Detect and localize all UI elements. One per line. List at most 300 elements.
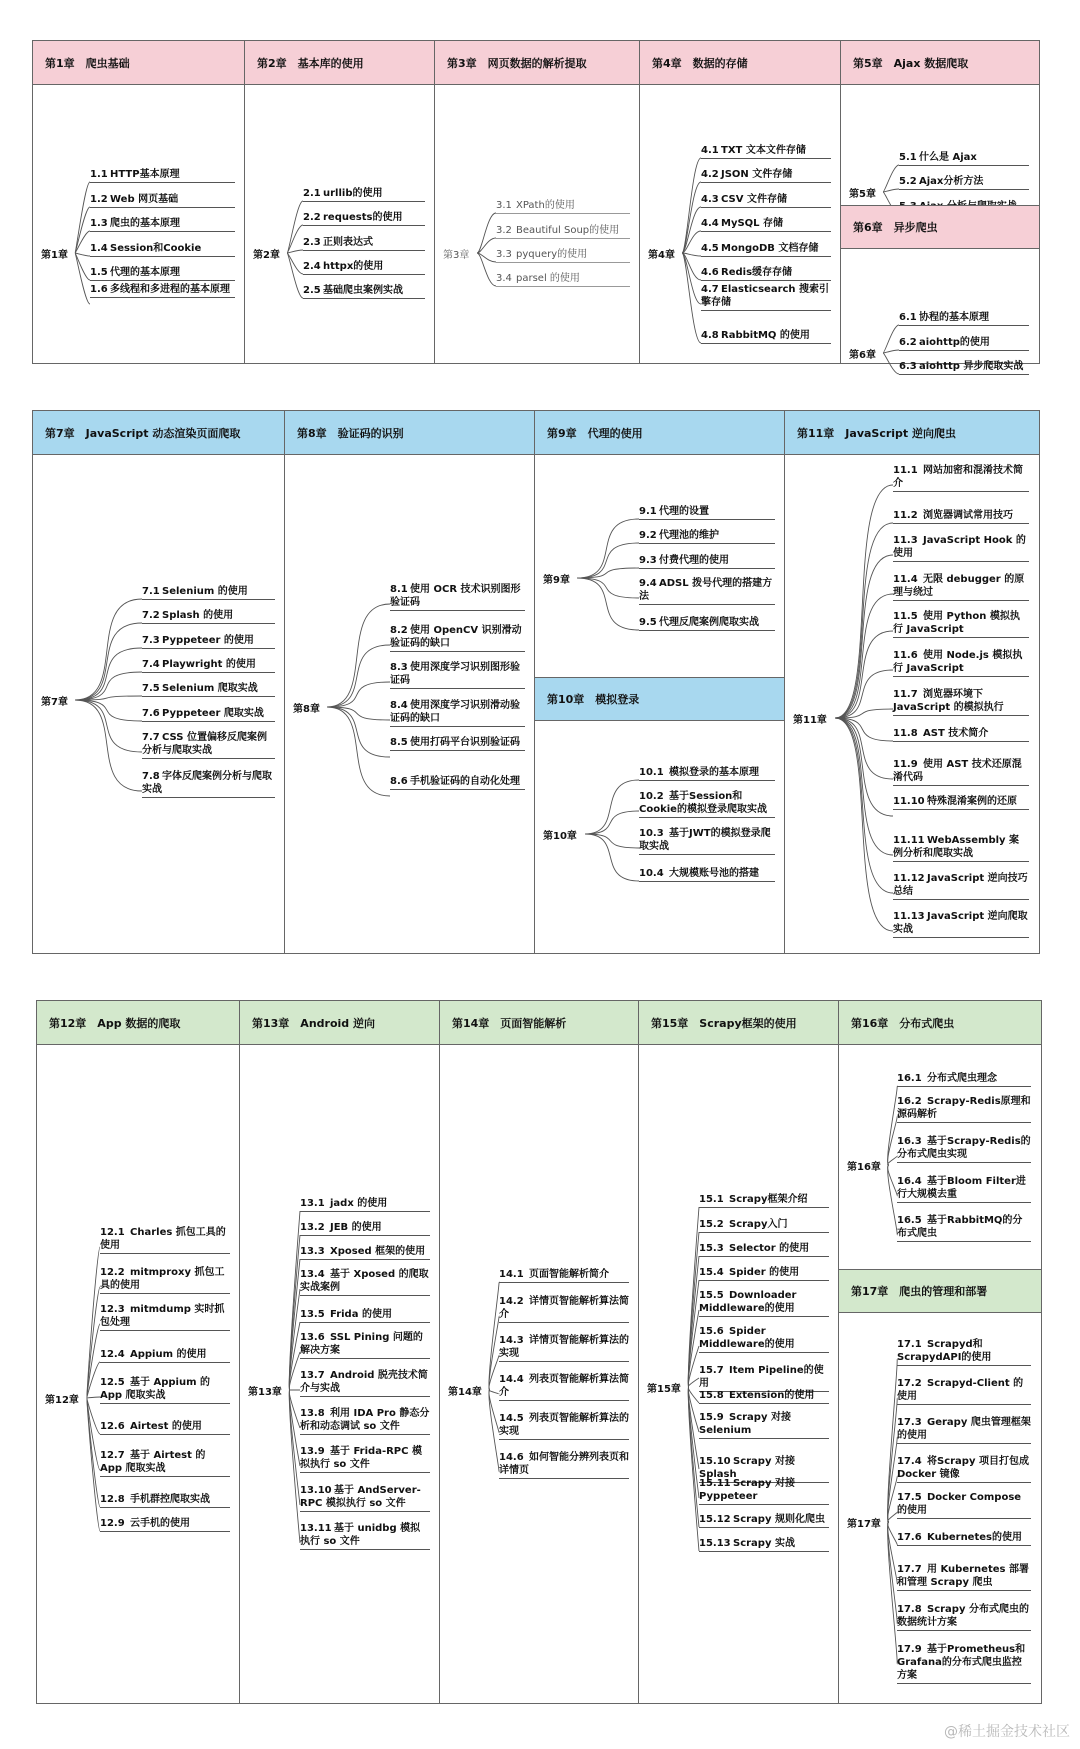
- item-number: 8.2: [390, 625, 408, 636]
- ch12-item-12-6: [100, 1420, 230, 1435]
- item-title: Scrapy-Redis原理和源码解析: [897, 1096, 1031, 1120]
- item-title: mitmdump 实时抓包处理: [100, 1304, 225, 1328]
- item-number: 16.4: [897, 1176, 922, 1187]
- ch8-root-label: 第8章: [293, 704, 320, 715]
- item-number: 12.7: [100, 1450, 125, 1461]
- ch8-item-8-4: [390, 699, 525, 727]
- item-number: 15.13: [699, 1538, 731, 1549]
- item-title: SSL Pining 问题的解决方案: [300, 1332, 423, 1356]
- item-title: MongoDB 文档存储: [721, 243, 819, 254]
- item-number: 9.4: [639, 578, 657, 589]
- item-number: 6.3: [899, 361, 917, 372]
- ch8-item-8-1: [390, 583, 525, 611]
- ch12-item-12-4: [100, 1348, 230, 1363]
- chapter-header: 第17章 爬虫的管理和部署: [839, 1269, 1041, 1313]
- ch13-item-13-6: [300, 1331, 430, 1359]
- ch1-item-1-1: [90, 168, 235, 183]
- ch2-item-2-1: [303, 187, 425, 202]
- ch14-item-14-6: [499, 1451, 629, 1479]
- item-title: 模拟登录的基本原理: [669, 767, 759, 778]
- item-number: 12.9: [100, 1518, 125, 1529]
- chapter-column: [841, 41, 1039, 372]
- ch12-item-12-2: [100, 1266, 230, 1294]
- item-title: Spider 的使用: [729, 1267, 800, 1278]
- ch12-item-12-7: [100, 1449, 230, 1477]
- item-title: 手机群控爬取实战: [130, 1494, 210, 1505]
- item-title: Scrapy框架介绍: [729, 1194, 808, 1205]
- ch3-root-label: 第3章: [443, 250, 470, 261]
- ch13-item-13-2: [300, 1221, 430, 1236]
- item-title: requests的使用: [323, 212, 403, 223]
- ch15-item-15-11: [699, 1477, 829, 1505]
- item-number: 7.6: [142, 708, 160, 719]
- ch15-item-15-7: [699, 1364, 829, 1392]
- item-number: 2.3: [303, 237, 321, 248]
- item-number: 12.4: [100, 1349, 125, 1360]
- ch17-item-17-7: [897, 1563, 1031, 1591]
- item-number: 11.13: [893, 911, 925, 922]
- ch9-item-9-5: [639, 616, 775, 631]
- item-number: 11.2: [893, 510, 918, 521]
- ch15-item-15-3: [699, 1242, 829, 1257]
- chapter-column: [785, 411, 1039, 953]
- item-title: 使用 AST 技术还原混淆代码: [893, 759, 1022, 783]
- item-number: 17.4: [897, 1456, 922, 1467]
- item-title: 基于 Airtest 的 App 爬取实战: [100, 1450, 206, 1474]
- ch4-item-4-7: [701, 283, 831, 311]
- chapter-column: [33, 411, 285, 953]
- item-number: 17.1: [897, 1339, 922, 1350]
- ch3-item-3-1: [496, 199, 630, 214]
- item-title: 基于JWT的模拟登录爬取实战: [639, 828, 771, 852]
- item-title: MySQL 存储: [721, 218, 784, 229]
- item-number: 17.2: [897, 1378, 922, 1389]
- chapter-column: [240, 1001, 440, 1703]
- item-number: 1.1: [90, 169, 108, 180]
- ch16-item-16-5: [897, 1214, 1031, 1242]
- item-number: 12.2: [100, 1267, 125, 1278]
- item-number: 10.4: [639, 868, 664, 879]
- item-number: 15.12: [699, 1514, 731, 1525]
- item-title: 基于Prometheus和Grafana的分布式爬虫监控方案: [897, 1644, 1026, 1681]
- ch7-item-7-1: [142, 585, 275, 600]
- chapter-header: 第3章 网页数据的解析提取: [435, 41, 639, 85]
- ch15-item-15-1: [699, 1193, 829, 1208]
- item-number: 12.3: [100, 1304, 125, 1315]
- ch11-item-11-13: [893, 910, 1029, 938]
- item-title: Extension的使用: [729, 1390, 815, 1401]
- item-number: 13.10: [300, 1485, 332, 1496]
- ch13-item-13-4: [300, 1268, 430, 1296]
- ch15-item-15-5: [699, 1289, 829, 1317]
- ch11-item-11-2: [893, 509, 1029, 524]
- item-number: 4.8: [701, 330, 719, 341]
- ch14-root-label: 第14章: [448, 1387, 482, 1398]
- chapter-header: 第8章 验证码的识别: [285, 411, 534, 455]
- chapter-column: [440, 1001, 639, 1703]
- ch16-item-16-4: [897, 1175, 1031, 1203]
- item-title: HTTP基本原理: [110, 169, 180, 180]
- item-number: 16.2: [897, 1096, 922, 1107]
- chapter-header: 第6章 异步爬虫: [841, 205, 1039, 249]
- ch12-item-12-5: [100, 1376, 230, 1404]
- ch2-item-2-5: [303, 284, 425, 299]
- ch8-item-8-2: [390, 624, 525, 652]
- item-title: RabbitMQ 的使用: [721, 330, 810, 341]
- ch13-root-label: 第13章: [248, 1387, 282, 1398]
- item-title: Xposed 框架的使用: [330, 1246, 426, 1257]
- chapter-header: 第15章 Scrapy框架的使用: [639, 1001, 838, 1045]
- ch10-item-10-1: [639, 766, 775, 781]
- item-number: 3.2: [496, 225, 512, 236]
- item-title: Scrapy 对接 Splash: [699, 1456, 795, 1480]
- item-number: 17.9: [897, 1644, 922, 1655]
- item-number: 7.1: [142, 586, 160, 597]
- ch13-item-13-8: [300, 1407, 430, 1435]
- item-title: Pyppeteer 爬取实战: [162, 708, 264, 719]
- chapter-column: [435, 41, 640, 363]
- item-title: 什么是 Ajax: [919, 152, 977, 163]
- ch9-item-9-1: [639, 505, 775, 520]
- chapter-column: [245, 41, 435, 363]
- item-number: 11.5: [893, 611, 918, 622]
- item-title: JavaScript 逆向技巧总结: [893, 873, 1028, 897]
- ch14-item-14-4: [499, 1373, 629, 1401]
- item-number: 3.1: [496, 200, 512, 211]
- ch17-item-17-4: [897, 1455, 1031, 1483]
- ch11-item-11-1: [893, 464, 1029, 492]
- item-number: 11.9: [893, 759, 918, 770]
- item-number: 12.1: [100, 1227, 125, 1238]
- item-title: 代理池的维护: [659, 530, 719, 541]
- ch4-root-label: 第4章: [648, 250, 675, 261]
- item-title: Pyppeteer 的使用: [162, 635, 254, 646]
- ch17-item-17-8: [897, 1603, 1031, 1631]
- item-title: 特殊混淆案例的还原: [927, 796, 1017, 807]
- ch10-root-label: 第10章: [543, 831, 577, 842]
- item-title: Gerapy 爬虫管理框架的使用: [897, 1417, 1031, 1441]
- ch10-item-10-4: [639, 867, 775, 882]
- item-title: Downloader Middleware的使用: [699, 1290, 797, 1314]
- item-number: 2.1: [303, 188, 321, 199]
- item-title: Android 脱壳技术简介与实战: [300, 1370, 428, 1394]
- item-title: 浏览器调试常用技巧: [923, 510, 1013, 521]
- item-number: 13.8: [300, 1408, 325, 1419]
- item-title: 网站加密和混淆技术简介: [893, 465, 1023, 489]
- chapter-panel-3: [36, 1000, 1042, 1704]
- item-number: 2.5: [303, 285, 321, 296]
- item-title: 正则表达式: [323, 237, 373, 248]
- item-title: 代理反爬案例爬取实战: [659, 617, 759, 628]
- item-title: 浏览器环境下 JavaScript 的模拟执行: [893, 689, 1004, 713]
- item-number: 17.8: [897, 1604, 922, 1615]
- item-title: 列表页智能解析算法的实现: [499, 1413, 629, 1437]
- ch5-item-5-2: [899, 175, 1029, 190]
- item-title: Item Pipeline的使用: [699, 1365, 824, 1389]
- item-number: 9.2: [639, 530, 657, 541]
- ch3-item-3-4: [496, 272, 630, 287]
- item-number: 15.10: [699, 1456, 731, 1467]
- item-number: 3.4: [496, 273, 512, 284]
- ch17-item-17-5: [897, 1491, 1031, 1519]
- item-title: WebAssembly 案例分析和爬取实战: [893, 835, 1020, 859]
- item-title: Scrapy 规则化爬虫: [733, 1514, 825, 1525]
- ch7-root-label: 第7章: [41, 697, 68, 708]
- ch4-item-4-5: [701, 242, 831, 257]
- item-number: 11.3: [893, 535, 918, 546]
- ch11-root-label: 第11章: [793, 715, 827, 726]
- item-number: 1.4: [90, 243, 108, 254]
- item-title: 使用深度学习识别图形验证码: [390, 662, 520, 686]
- item-number: 10.3: [639, 828, 664, 839]
- item-number: 12.8: [100, 1494, 125, 1505]
- ch4-item-4-8: [701, 329, 831, 344]
- item-title: Session和Cookie: [110, 243, 202, 254]
- ch16-item-16-1: [897, 1072, 1031, 1087]
- item-title: Airtest 的使用: [130, 1421, 202, 1432]
- ch15-item-15-13: [699, 1537, 829, 1552]
- item-title: Appium 的使用: [130, 1349, 207, 1360]
- item-number: 13.3: [300, 1246, 325, 1257]
- ch8-item-8-6: [390, 775, 525, 790]
- item-number: 14.4: [499, 1374, 524, 1385]
- item-title: 基于 unidbg 模拟执行 so 文件: [300, 1523, 421, 1547]
- ch4-item-4-6: [701, 266, 831, 281]
- chapter-header: 第7章 JavaScript 动态渲染页面爬取: [33, 411, 284, 455]
- item-title: 利用 IDA Pro 静态分析和动态调试 so 文件: [300, 1408, 430, 1432]
- item-number: 8.1: [390, 584, 408, 595]
- item-number: 11.1: [893, 465, 918, 476]
- ch14-item-14-1: [499, 1268, 629, 1283]
- item-title: mitmproxy 抓包工具的使用: [100, 1267, 225, 1291]
- item-number: 11.7: [893, 689, 918, 700]
- ch17-item-17-9: [897, 1643, 1031, 1684]
- item-number: 17.6: [897, 1532, 922, 1543]
- chapter-header: 第2章 基本库的使用: [245, 41, 434, 85]
- item-title: 多线程和多进程的基本原理: [110, 284, 230, 295]
- item-title: Scrapy 对接 Pyppeteer: [699, 1478, 795, 1502]
- ch11-item-11-8: [893, 727, 1029, 742]
- ch4-item-4-1: [701, 144, 831, 159]
- item-title: 使用 Python 模拟执行 JavaScript: [893, 611, 1020, 635]
- item-title: Scrapy 分布式爬虫的数据统计方案: [897, 1604, 1029, 1628]
- chapter-column: [535, 411, 785, 953]
- ch14-item-14-2: [499, 1295, 629, 1323]
- item-number: 6.2: [899, 337, 917, 348]
- chapter-header: 第11章 JavaScript 逆向爬虫: [785, 411, 1039, 455]
- ch7-item-7-6: [142, 707, 275, 722]
- chapter-header: 第5章 Ajax 数据爬取: [841, 41, 1039, 85]
- item-number: 15.11: [699, 1478, 731, 1489]
- item-number: 4.5: [701, 243, 719, 254]
- ch3-item-3-3: [496, 248, 630, 263]
- ch16-item-16-2: [897, 1095, 1031, 1123]
- ch7-item-7-2: [142, 609, 275, 624]
- item-number: 4.6: [701, 267, 719, 278]
- item-number: 2.4: [303, 261, 321, 272]
- item-number: 1.6: [90, 284, 108, 295]
- ch15-root-label: 第15章: [647, 1384, 681, 1395]
- ch6-item-6-2: [899, 336, 1029, 351]
- item-number: 4.1: [701, 145, 719, 156]
- item-title: 基于 AndServer-RPC 模拟执行 so 文件: [300, 1485, 421, 1509]
- item-title: 代理的基本原理: [110, 267, 180, 278]
- ch13-item-13-3: [300, 1245, 430, 1260]
- chapter-header: 第1章 爬虫基础: [33, 41, 244, 85]
- ch7-item-7-8: [142, 770, 275, 798]
- item-title: Scrapyd-Client 的使用: [897, 1378, 1024, 1402]
- ch2-item-2-2: [303, 211, 425, 226]
- item-title: 手机验证码的自动化处理: [410, 776, 520, 787]
- item-number: 7.8: [142, 771, 160, 782]
- item-number: 5.2: [899, 176, 917, 187]
- item-number: 8.6: [390, 776, 408, 787]
- item-number: 17.3: [897, 1417, 922, 1428]
- item-number: 7.2: [142, 610, 160, 621]
- item-title: Kubernetes的使用: [927, 1532, 1022, 1543]
- item-title: Scrapy 对接 Selenium: [699, 1412, 791, 1436]
- item-number: 15.3: [699, 1243, 724, 1254]
- item-number: 17.7: [897, 1564, 922, 1575]
- ch9-item-9-4: [639, 577, 775, 605]
- item-number: 8.5: [390, 737, 408, 748]
- item-title: urllib的使用: [323, 188, 383, 199]
- item-title: Selenium 的使用: [162, 586, 248, 597]
- item-number: 13.6: [300, 1332, 325, 1343]
- ch16-root-label: 第16章: [847, 1162, 881, 1173]
- item-number: 15.9: [699, 1412, 724, 1423]
- ch17-item-17-2: [897, 1377, 1031, 1405]
- item-title: parsel 的使用: [516, 273, 580, 284]
- ch13-item-13-11: [300, 1522, 430, 1550]
- ch5-item-5-1: [899, 151, 1029, 166]
- item-title: 基于Scrapy-Redis的分布式爬虫实现: [897, 1136, 1031, 1160]
- item-number: 15.8: [699, 1390, 724, 1401]
- ch11-item-11-5: [893, 610, 1029, 638]
- item-number: 16.5: [897, 1215, 922, 1226]
- item-title: 代理的设置: [659, 506, 709, 517]
- item-number: 14.2: [499, 1296, 524, 1307]
- item-title: 基于 Xposed 的爬取实战案例: [300, 1269, 429, 1293]
- item-title: 无限 debugger 的原理与绕过: [893, 574, 1025, 598]
- item-number: 4.3: [701, 194, 719, 205]
- ch11-item-11-10: [893, 795, 1029, 810]
- item-title: JavaScript Hook 的使用: [893, 535, 1026, 559]
- ch3-item-3-2: [496, 224, 630, 239]
- item-title: Elasticsearch 搜索引擎存储: [701, 284, 830, 308]
- ch10-item-10-2: [639, 790, 775, 818]
- item-title: Splash 的使用: [162, 610, 234, 621]
- item-number: 15.4: [699, 1267, 724, 1278]
- item-number: 13.2: [300, 1222, 325, 1233]
- tree-connectors: [639, 1001, 839, 1705]
- ch15-item-15-9: [699, 1411, 829, 1439]
- item-title: Scrapy 实战: [733, 1538, 795, 1549]
- chapter-header: 第14章 页面智能解析: [440, 1001, 638, 1045]
- item-number: 14.6: [499, 1452, 524, 1463]
- ch1-item-1-3: [90, 217, 235, 232]
- item-number: 3.3: [496, 249, 512, 260]
- item-number: 7.4: [142, 659, 160, 670]
- item-title: Redis缓存存储: [721, 267, 793, 278]
- ch9-root-label: 第9章: [543, 575, 570, 586]
- item-number: 12.5: [100, 1377, 125, 1388]
- item-title: httpx的使用: [323, 261, 384, 272]
- item-title: JEB 的使用: [330, 1222, 382, 1233]
- chapter-header: 第4章 数据的存储: [640, 41, 840, 85]
- ch12-root-label: 第12章: [45, 1395, 79, 1406]
- ch1-item-1-5: [90, 266, 235, 281]
- ch9-item-9-3: [639, 554, 775, 569]
- item-title: Charles 抓包工具的使用: [100, 1227, 226, 1251]
- item-title: 基础爬虫案例实战: [323, 285, 403, 296]
- item-number: 11.8: [893, 728, 918, 739]
- ch11-item-11-3: [893, 534, 1029, 562]
- item-number: 11.4: [893, 574, 918, 585]
- ch11-item-11-4: [893, 573, 1029, 601]
- item-number: 16.3: [897, 1136, 922, 1147]
- chapter-column: [640, 41, 841, 363]
- item-title: 用 Kubernetes 部署和管理 Scrapy 爬虫: [897, 1564, 1029, 1588]
- chapter-panel-1: [32, 40, 1040, 372]
- item-title: aiohttp 异步爬取实战: [919, 361, 1024, 372]
- ch12-item-12-8: [100, 1493, 230, 1508]
- ch2-item-2-4: [303, 260, 425, 275]
- item-title: XPath的使用: [516, 200, 575, 211]
- ch15-item-15-4: [699, 1266, 829, 1281]
- ch9-item-9-2: [639, 529, 775, 544]
- ch13-item-13-1: [300, 1197, 430, 1212]
- chapter-header: 第13章 Android 逆向: [240, 1001, 439, 1045]
- ch7-item-7-5: [142, 682, 275, 697]
- item-title: JavaScript 逆向爬取实战: [893, 911, 1028, 935]
- item-number: 14.3: [499, 1335, 524, 1346]
- ch4-item-4-3: [701, 193, 831, 208]
- item-title: Scrapy入门: [729, 1219, 788, 1230]
- ch8-item-8-5: [390, 736, 525, 751]
- item-title: TXT 文本文件存储: [721, 145, 806, 156]
- item-number: 12.6: [100, 1421, 125, 1432]
- item-number: 1.2: [90, 194, 108, 205]
- item-title: Frida 的使用: [330, 1309, 392, 1320]
- ch17-item-17-1: [897, 1338, 1031, 1366]
- item-number: 5.1: [899, 152, 917, 163]
- ch1-item-1-4: [90, 242, 235, 257]
- item-title: 详情页智能解析算法简介: [499, 1296, 629, 1320]
- item-title: 大规模账号池的搭建: [669, 868, 759, 879]
- ch17-item-17-3: [897, 1416, 1031, 1444]
- ch17-root-label: 第17章: [847, 1519, 881, 1530]
- ch11-item-11-7: [893, 688, 1029, 716]
- ch4-item-4-2: [701, 168, 831, 183]
- item-number: 10.1: [639, 767, 664, 778]
- item-title: 使用 OpenCV 识别滑动验证码的缺口: [390, 625, 522, 649]
- ch6-root-label: 第6章: [849, 350, 876, 361]
- ch14-item-14-3: [499, 1334, 629, 1362]
- ch17-item-17-6: [897, 1531, 1031, 1546]
- ch7-item-7-4: [142, 658, 275, 673]
- item-number: 8.3: [390, 662, 408, 673]
- chapter-panel-2: [32, 410, 1040, 954]
- item-title: Beautiful Soup的使用: [516, 225, 620, 236]
- item-number: 13.5: [300, 1309, 325, 1320]
- ch13-item-13-10: [300, 1484, 430, 1512]
- item-title: 爬虫的基本原理: [110, 218, 180, 229]
- item-title: pyquery的使用: [516, 249, 588, 260]
- item-title: ADSL 拨号代理的搭建方法: [639, 578, 773, 602]
- ch10-item-10-3: [639, 827, 775, 855]
- item-title: CSV 文件存储: [721, 194, 787, 205]
